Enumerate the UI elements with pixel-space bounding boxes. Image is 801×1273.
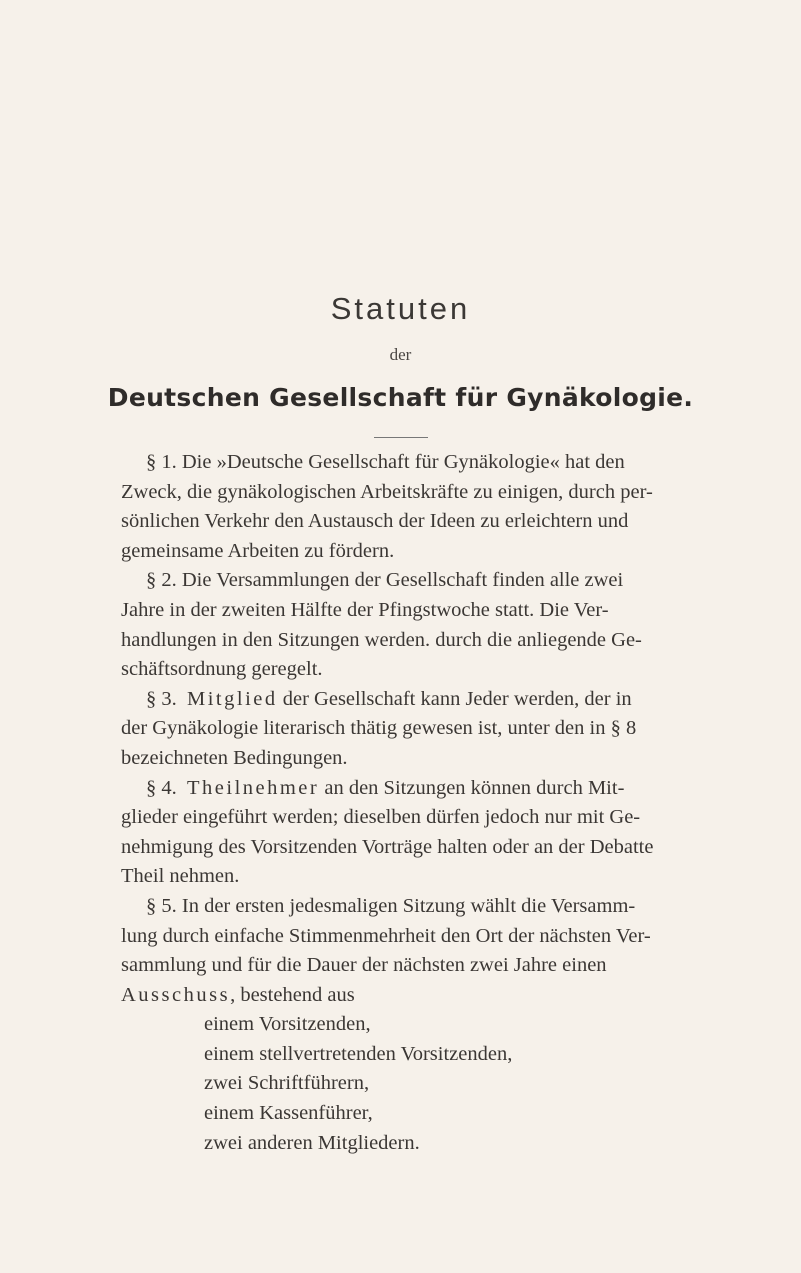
section-prefix: § 4.: [146, 776, 187, 799]
list-item: einem Vorsitzenden,: [204, 1013, 371, 1036]
text-line: [121, 981, 761, 1011]
term-theilnehmer: Theilnehmer: [187, 776, 320, 799]
title-divider: [374, 437, 428, 438]
text-line: handlungen in den Sitzungen werden. durch die anliegende Ge-: [121, 628, 642, 651]
section-prefix: § 3.: [146, 687, 187, 710]
term-ausschuss: Ausschuss: [121, 983, 231, 1006]
term-mitglied: Mitglied: [187, 687, 278, 710]
text-line: glieder eingeführt werden; dieselben dürfen jedoch nur mit Ge-: [121, 806, 641, 829]
text-line: Zweck, die gynäkologischen Arbeitskräfte zu einigen, durch per-: [121, 480, 653, 503]
statutes-body: [121, 448, 761, 1158]
text-run: der Gesellschaft kann Jeder werden, der in: [277, 687, 632, 710]
text-line: sönlichen Verkehr den Austausch der Ideen zu erleichtern und: [121, 510, 629, 533]
text-line: § 2. Die Versammlungen der Gesellschaft finden alle zwei: [146, 569, 624, 592]
list-item: einem stellvertretenden Vorsitzenden,: [204, 1042, 513, 1065]
section-1: [121, 448, 761, 566]
text-line: nehmigung des Vorsitzenden Vorträge halten oder an der Debatte: [121, 835, 654, 858]
text-line: [121, 685, 761, 715]
section-5: [121, 892, 761, 1158]
text-line: bezeichneten Bedingungen.: [121, 746, 348, 769]
subtitle-der: der: [389, 345, 412, 364]
list-item: zwei Schriftführern,: [204, 1072, 370, 1095]
text-line: Theil nehmen.: [121, 865, 240, 888]
list-item: zwei anderen Mitgliedern.: [204, 1131, 420, 1154]
list-item: einem Kassenführer,: [204, 1102, 373, 1125]
text-run: an den Sitzungen können durch Mit-: [319, 776, 625, 799]
text-line: Jahre in der zweiten Hälfte der Pfingstwoche statt. Die Ver-: [121, 598, 609, 621]
society-name: Deutschen Gesellschaft für Gynäkologie.: [107, 383, 694, 412]
section-2: [121, 566, 761, 684]
text-line: gemeinsame Arbeiten zu fördern.: [121, 539, 395, 562]
section-3: [121, 685, 761, 774]
text-line: § 1. Die »Deutsche Gesellschaft für Gynäkologie« hat den: [146, 451, 625, 473]
text-run: , bestehend aus: [230, 983, 355, 1006]
text-line: schäftsordnung geregelt.: [121, 658, 323, 681]
page-title: Statuten: [330, 291, 471, 326]
text-line: lung durch einfache Stimmenmehrheit den Ort der nächsten Ver-: [121, 924, 651, 947]
section-4: [121, 774, 761, 892]
text-line: [121, 774, 761, 804]
text-line: sammlung und für die Dauer der nächsten zwei Jahre einen: [121, 954, 607, 977]
text-line: der Gynäkologie literarisch thätig gewesen ist, unter den in § 8: [121, 717, 637, 740]
text-line: § 5. In der ersten jedesmaligen Sitzung wählt die Versamm-: [146, 894, 636, 917]
